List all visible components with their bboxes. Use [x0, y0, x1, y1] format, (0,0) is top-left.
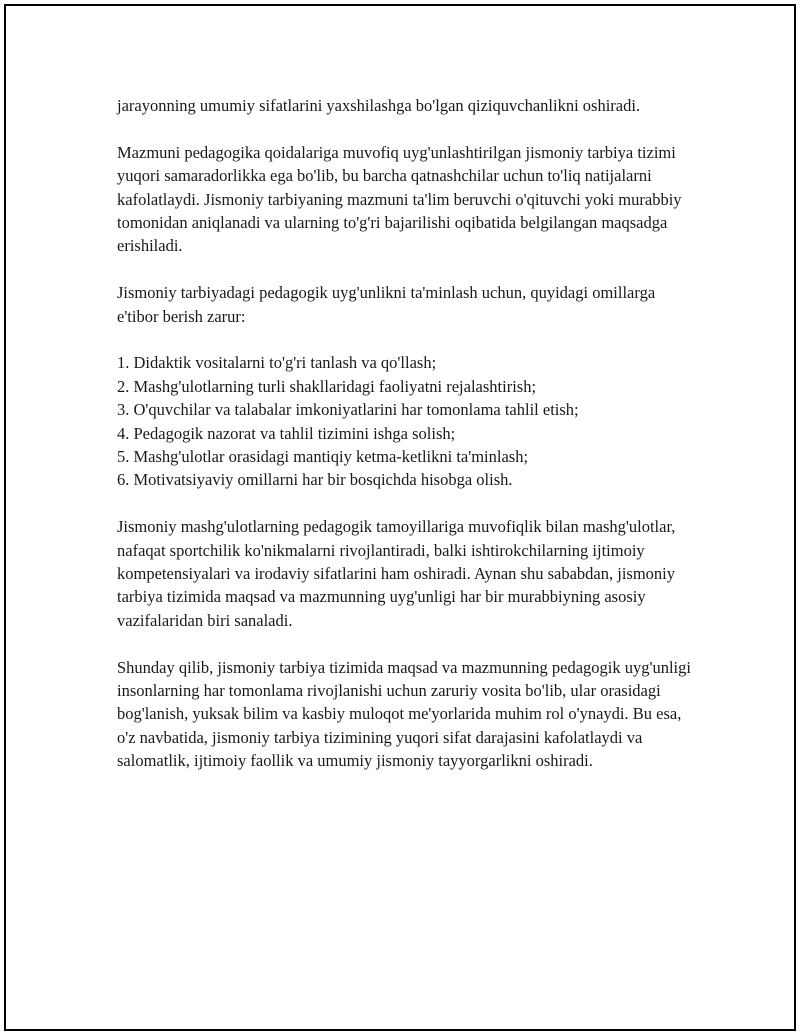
list-item: 6. Motivatsiyaviy omillarni har bir bosqichda hisobga olish.: [117, 470, 513, 490]
paragraph-content-harmony: Mazmuni pedagogika qoidalariga muvofiq uyg'unlashtirilgan jismoniy tarbiya tizimi yuqori samaradorlikka ega bo'lib, bu barcha qatnashchilar uchun to'liq natijalarni kafolatlaydi. Jismoniy tarbiyaning mazmuni ta'lim beruvchi o'qituvchi yoki murabbiy tomonidan aniqlanadi va ularning to'g'ri bajarilishi oqibatida belgilangan maqsadga erishiladi.: [117, 142, 682, 256]
list-item: 4. Pedagogik nazorat va tahlil tizimini ishga solish;: [117, 423, 456, 443]
list-item: 1. Didaktik vositalarni to'g'ri tanlash va qo'llash;: [117, 353, 437, 373]
paragraph-continuation: jarayonning umumiy sifatlarini yaxshilashga bo'lgan qiziquvchanlikni oshiradi.: [117, 96, 641, 115]
paragraph-conclusion: Shunday qilib, jismoniy tarbiya tizimida maqsad va mazmunning pedagogik uyg'unligi insonlarning har tomonlama rivojlanishi uchun zaruriy vosita bo'lib, ular orasidagi bog'lanish, yuksak bilim va kasbiy muloqot me'yorlarida muhim rol o'ynaydi. Bu esa, o'z navbatida, jismoniy tarbiya tizimining yuqori sifat darajasini kafolatlaydi va salomatlik, ijtimoiy faollik va umumiy jismoniy tayyorgarlikni oshiradi.: [117, 657, 691, 771]
list-item: 5. Mashg'ulotlar orasidagi mantiqiy ketma-ketlikni ta'minlash;: [117, 447, 529, 467]
document-body: [117, 94, 697, 796]
list-item: 3. O'quvchilar va talabalar imkoniyatlarini har tomonlama tahlil etish;: [117, 400, 579, 420]
paragraph-list-intro: Jismoniy tarbiyadagi pedagogik uyg'unlikni ta'minlash uchun, quyidagi omillarga e'tibor berish zarur:: [117, 283, 656, 326]
list-item: 2. Mashg'ulotlarning turli shakllaridagi faoliyatni rejalashtirish;: [117, 376, 537, 396]
paragraph-principles: Jismoniy mashg'ulotlarning pedagogik tamoyillariga muvofiqlik bilan mashg'ulotlar, nafaqat sportchilik ko'nikmalarni rivojlantiradi, balki ishtirokchilarning ijtimoiy kompetensiyalari va irodaviy sifatlarini ham oshiradi. Aynan shu sababdan, jismoniy tarbiya tizimida maqsad va mazmunning uyg'unligi har bir murabbiyning asosiy vazifalaridan biri sanaladi.: [117, 517, 676, 630]
factors-list: [117, 351, 697, 491]
